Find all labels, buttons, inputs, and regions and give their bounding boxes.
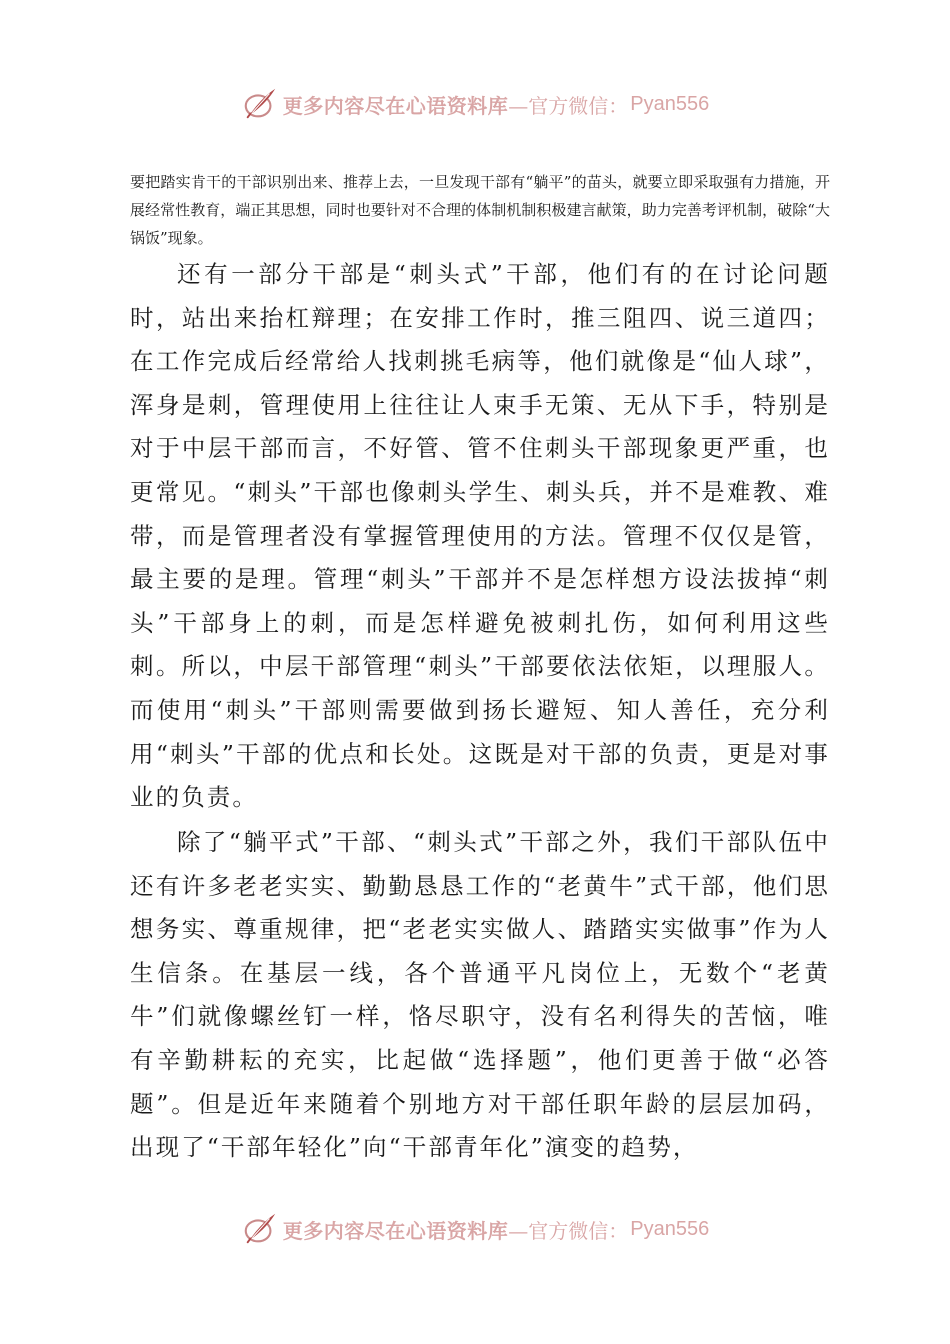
watermark-wechat-label: —官方微信： [508,1218,629,1243]
watermark-slogan: 更多内容尽在心语资料库 [282,93,509,118]
body-paragraph-2-container [130,821,830,1170]
body-paragraph-1-container [130,253,830,820]
quill-pen-circle-icon [241,1210,279,1248]
watermark-wechat-label: —官方微信： [508,93,629,118]
header-watermark [0,82,950,126]
watermark-slogan: 更多内容尽在心语资料库 [282,1218,509,1243]
quill-pen-circle-icon [241,85,279,123]
intro-paragraph: 要把踏实肯干的干部识别出来、推荐上去，一旦发现干部有“躺平”的苗头，就要立即采取强有力措施，开展经常性教育，端正其思想，同时也要针对不合理的体制机制积极建言献策，助力完善考评机制，破除“大锅饭”现象。 [130,173,830,247]
watermark-wechat-id: Pyan556 [630,1217,710,1240]
watermark-wechat-id: Pyan556 [630,92,710,115]
body-paragraph: 除了“躺平式”干部、“刺头式”干部之外，我们干部队伍中还有许多老老实实、勤勤恳恳工作的“老黄牛”式干部，他们思想务实、尊重规律，把“老老实实做人、踏踏实实做事”作为人生信条。在基层一线，各个普通平凡岗位上，无数个“老黄牛”们就像螺丝钉一样，恪尽职守，没有名利得失的苦恼，唯有辛勤耕耘的充实，比起做“选择题”，他们更善于做“必答题”。但是近年来随着个别地方对干部任职年龄的层层加码，出现了“干部年轻化”向“干部青年化”演变的趋势， [130,828,830,1162]
body-paragraph: 还有一部分干部是“刺头式”干部，他们有的在讨论问题时，站出来抬杠辩理；在安排工作时，推三阻四、说三道四；在工作完成后经常给人找刺挑毛病等，他们就像是“仙人球”，浑身是刺，管理使用上往往让人束手无策、无从下手，特别是对于中层干部而言，不好管、管不住刺头干部现象更严重，也更常见。“刺头”干部也像刺头学生、刺头兵，并不是难教、难带，而是管理者没有掌握管理使用的方法。管理不仅仅是管，最主要的是理。管理“刺头”干部并不是怎样想方设法拔掉“刺头”干部身上的刺，而是怎样避免被刺扎伤，如何利用这些刺。所以，中层干部管理“刺头”干部要依法依矩，以理服人。而使用“刺头”干部则需要做到扬长避短、知人善任，充分利用“刺头”干部的优点和长处。这既是对干部的负责，更是对事业的负责。 [130,260,830,812]
footer-watermark [0,1207,950,1251]
